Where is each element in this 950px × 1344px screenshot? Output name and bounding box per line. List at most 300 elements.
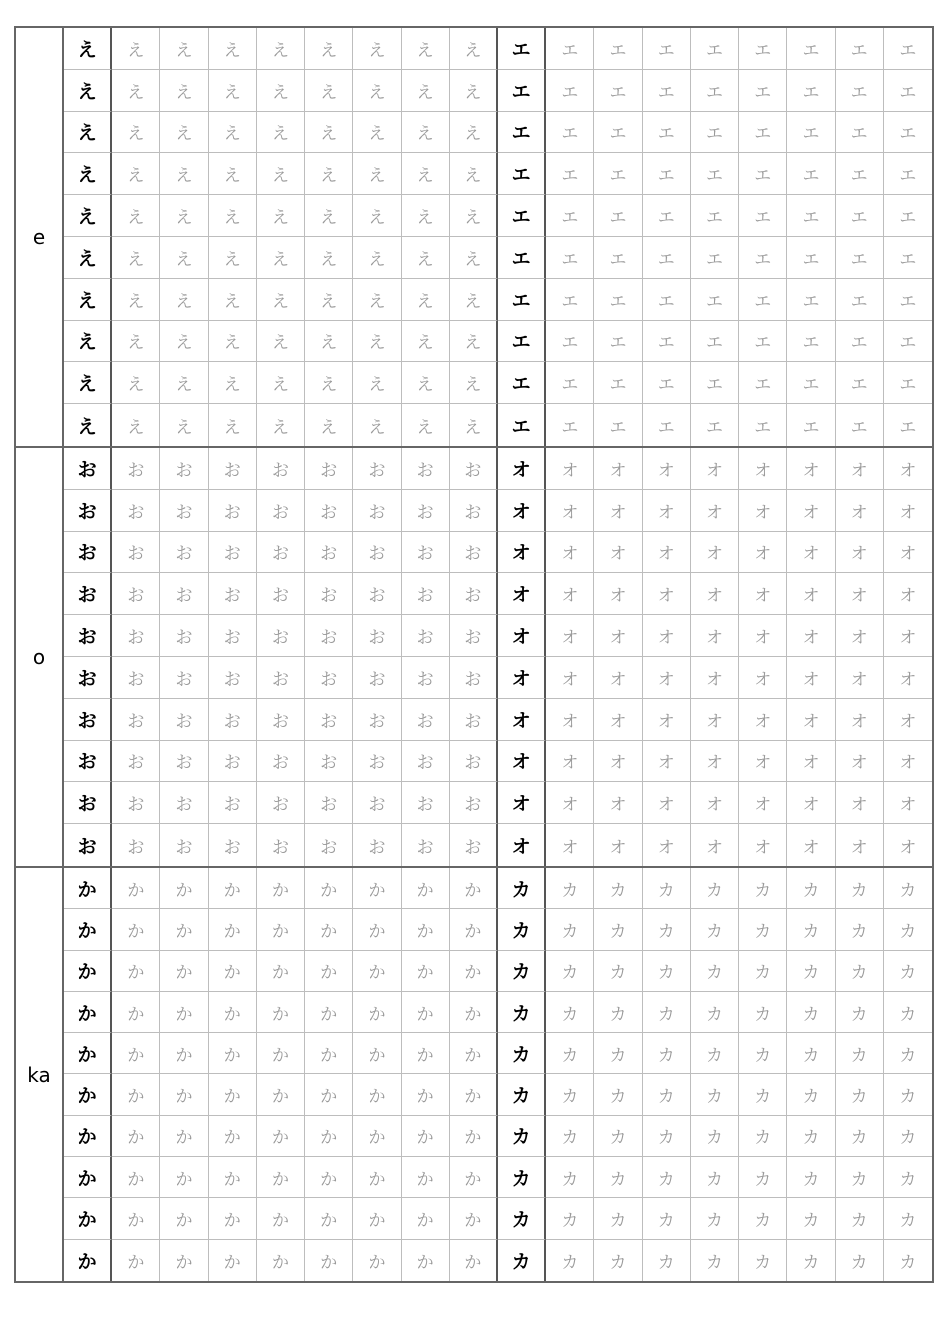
trace-hiragana-cell: え	[305, 70, 353, 112]
model-hiragana-cell: お	[64, 741, 112, 783]
model-hiragana-cell: お	[64, 657, 112, 699]
trace-hiragana-cell: か	[450, 1198, 498, 1239]
trace-katakana-cell: カ	[643, 1198, 691, 1239]
trace-katakana-cell: カ	[594, 1033, 642, 1074]
trace-katakana-cell: エ	[691, 279, 739, 321]
trace-hiragana-cell: お	[450, 824, 498, 866]
model-katakana-cell: オ	[498, 824, 546, 866]
trace-katakana-cell: エ	[836, 112, 884, 154]
trace-katakana-cell: カ	[787, 1116, 835, 1157]
trace-hiragana-cell: え	[209, 237, 257, 279]
trace-hiragana-cell: お	[112, 657, 160, 699]
trace-katakana-cell: エ	[594, 279, 642, 321]
trace-katakana-cell: エ	[884, 321, 932, 363]
model-hiragana-cell: お	[64, 782, 112, 824]
trace-katakana-cell: オ	[884, 532, 932, 574]
trace-hiragana-cell: か	[402, 1157, 450, 1198]
trace-hiragana-cell: お	[257, 782, 305, 824]
trace-katakana-cell: オ	[739, 699, 787, 741]
trace-katakana-cell: オ	[739, 824, 787, 866]
trace-hiragana-cell: お	[305, 699, 353, 741]
trace-hiragana-cell: え	[160, 279, 208, 321]
trace-katakana-cell: エ	[787, 28, 835, 70]
trace-katakana-cell: エ	[643, 153, 691, 195]
trace-hiragana-cell: お	[112, 532, 160, 574]
trace-katakana-cell: カ	[691, 992, 739, 1033]
trace-hiragana-cell: か	[209, 951, 257, 992]
trace-katakana-cell: カ	[594, 992, 642, 1033]
kana-section-ka	[16, 866, 932, 1281]
practice-grid	[64, 28, 932, 446]
trace-katakana-cell: オ	[643, 448, 691, 490]
trace-katakana-cell: カ	[546, 1198, 594, 1239]
trace-hiragana-cell: お	[257, 615, 305, 657]
trace-katakana-cell: オ	[691, 824, 739, 866]
trace-katakana-cell: エ	[787, 70, 835, 112]
trace-katakana-cell: エ	[787, 404, 835, 446]
trace-katakana-cell: オ	[643, 824, 691, 866]
trace-katakana-cell: オ	[787, 657, 835, 699]
trace-katakana-cell: カ	[739, 1157, 787, 1198]
trace-hiragana-cell: お	[402, 532, 450, 574]
model-hiragana-cell: お	[64, 573, 112, 615]
model-hiragana-cell: か	[64, 868, 112, 909]
trace-hiragana-cell: か	[402, 868, 450, 909]
trace-katakana-cell: カ	[884, 868, 932, 909]
trace-katakana-cell: オ	[899, 837, 917, 858]
trace-katakana-cell: カ	[546, 868, 594, 909]
trace-hiragana-cell: か	[160, 1240, 208, 1281]
trace-hiragana-cell: か	[305, 1074, 353, 1115]
trace-hiragana-cell: え	[112, 195, 160, 237]
trace-katakana-cell: エ	[884, 70, 932, 112]
trace-hiragana-cell: か	[402, 992, 450, 1033]
trace-katakana-cell: カ	[884, 992, 932, 1033]
trace-hiragana-cell: え	[209, 404, 257, 446]
trace-hiragana-cell: か	[450, 992, 498, 1033]
trace-hiragana-cell: え	[402, 153, 450, 195]
trace-hiragana-cell: お	[209, 532, 257, 574]
trace-hiragana-cell: か	[257, 951, 305, 992]
trace-hiragana-cell: か	[160, 909, 208, 950]
trace-hiragana-cell: か	[112, 1033, 160, 1074]
trace-katakana-cell: エ	[546, 321, 594, 363]
model-katakana-cell: オ	[498, 490, 546, 532]
trace-katakana-cell: オ	[836, 699, 884, 741]
trace-katakana-cell: カ	[594, 909, 642, 950]
trace-hiragana-cell: か	[450, 1240, 498, 1281]
trace-katakana-cell: エ	[594, 195, 642, 237]
trace-katakana-cell: カ	[836, 1157, 884, 1198]
trace-katakana-cell: オ	[594, 657, 642, 699]
trace-hiragana-cell: え	[160, 112, 208, 154]
trace-hiragana-cell: か	[305, 1116, 353, 1157]
trace-katakana-cell: カ	[594, 1074, 642, 1115]
trace-hiragana-cell: え	[257, 195, 305, 237]
model-katakana-cell: オ	[498, 448, 546, 490]
trace-katakana-cell: カ	[739, 1116, 787, 1157]
trace-katakana-cell: オ	[739, 448, 787, 490]
trace-katakana-cell: カ	[643, 1240, 691, 1281]
trace-hiragana-cell: え	[353, 321, 401, 363]
trace-hiragana-cell: え	[450, 279, 498, 321]
trace-hiragana-cell: か	[160, 1033, 208, 1074]
trace-hiragana-cell: か	[160, 1157, 208, 1198]
trace-katakana-cell: オ	[691, 741, 739, 783]
trace-hiragana-cell: お	[305, 824, 353, 866]
trace-katakana-cell: オ	[884, 448, 932, 490]
trace-hiragana-cell: か	[257, 1198, 305, 1239]
trace-katakana-cell: エ	[691, 28, 739, 70]
trace-katakana-cell: カ	[739, 1033, 787, 1074]
trace-katakana-cell: オ	[643, 741, 691, 783]
trace-hiragana-cell: え	[160, 70, 208, 112]
trace-katakana-cell: エ	[739, 321, 787, 363]
trace-katakana-cell: オ	[594, 448, 642, 490]
trace-hiragana-cell: え	[257, 70, 305, 112]
trace-katakana-cell: オ	[546, 657, 594, 699]
trace-hiragana-cell: え	[209, 362, 257, 404]
trace-hiragana-cell: お	[353, 699, 401, 741]
trace-hiragana-cell: お	[450, 699, 498, 741]
trace-katakana-cell: エ	[884, 195, 932, 237]
model-katakana-cell: カ	[498, 1074, 546, 1115]
trace-katakana-cell: オ	[739, 741, 787, 783]
trace-hiragana-cell: か	[353, 1074, 401, 1115]
trace-hiragana-cell: え	[450, 321, 498, 363]
trace-hiragana-cell: お	[450, 532, 498, 574]
trace-katakana-cell: エ	[739, 279, 787, 321]
trace-katakana-cell: カ	[836, 1033, 884, 1074]
trace-hiragana-cell: か	[450, 1074, 498, 1115]
trace-katakana-cell: オ	[643, 532, 691, 574]
trace-hiragana-cell: え	[257, 321, 305, 363]
model-hiragana-cell: お	[64, 532, 112, 574]
trace-hiragana-cell: え	[305, 404, 353, 446]
trace-hiragana-cell: お	[402, 824, 450, 866]
trace-hiragana-cell: お	[402, 699, 450, 741]
trace-katakana-cell: オ	[691, 573, 739, 615]
trace-hiragana-cell: え	[402, 195, 450, 237]
trace-hiragana-cell: か	[353, 1116, 401, 1157]
trace-katakana-cell: エ	[691, 321, 739, 363]
trace-hiragana-cell: え	[450, 362, 498, 404]
trace-katakana-cell: エ	[836, 237, 884, 279]
trace-katakana-cell: オ	[594, 699, 642, 741]
trace-hiragana-cell: お	[353, 573, 401, 615]
trace-katakana-cell: カ	[546, 992, 594, 1033]
trace-hiragana-cell: え	[257, 112, 305, 154]
trace-hiragana-cell: え	[353, 237, 401, 279]
trace-hiragana-cell: お	[402, 615, 450, 657]
trace-katakana-cell: エ	[546, 70, 594, 112]
model-katakana-cell: エ	[498, 321, 546, 363]
trace-katakana-cell: オ	[594, 490, 642, 532]
trace-katakana-cell: オ	[836, 657, 884, 699]
trace-hiragana-cell: か	[450, 909, 498, 950]
trace-hiragana-cell: え	[305, 153, 353, 195]
trace-katakana-cell: カ	[836, 868, 884, 909]
romaji-label: o	[16, 448, 64, 866]
model-katakana-cell: カ	[498, 1198, 546, 1239]
trace-hiragana-cell: か	[257, 909, 305, 950]
trace-katakana-cell: カ	[546, 1074, 594, 1115]
trace-katakana-cell: オ	[691, 782, 739, 824]
trace-katakana-cell: カ	[884, 1116, 932, 1157]
model-hiragana-cell: か	[64, 1198, 112, 1239]
trace-hiragana-cell: お	[305, 448, 353, 490]
trace-hiragana-cell: お	[353, 615, 401, 657]
trace-hiragana-cell: え	[257, 28, 305, 70]
trace-hiragana-cell: え	[450, 195, 498, 237]
trace-katakana-cell: エ	[594, 237, 642, 279]
trace-katakana-cell: カ	[787, 1033, 835, 1074]
trace-hiragana-cell: お	[450, 782, 498, 824]
trace-katakana-cell: オ	[787, 699, 835, 741]
trace-katakana-cell: オ	[643, 490, 691, 532]
trace-hiragana-cell: か	[402, 1033, 450, 1074]
trace-katakana-cell: オ	[884, 490, 932, 532]
trace-hiragana-cell: え	[353, 28, 401, 70]
model-hiragana-cell: え	[64, 153, 112, 195]
trace-katakana-cell: エ	[884, 153, 932, 195]
trace-hiragana-cell: お	[112, 699, 160, 741]
trace-hiragana-cell: え	[112, 153, 160, 195]
trace-katakana-cell: カ	[546, 909, 594, 950]
trace-katakana-cell: カ	[594, 1198, 642, 1239]
trace-katakana-cell: エ	[836, 279, 884, 321]
model-katakana-cell: カ	[498, 909, 546, 950]
model-katakana-cell: エ	[498, 237, 546, 279]
trace-hiragana-cell: か	[402, 1240, 450, 1281]
trace-katakana-cell: カ	[691, 1033, 739, 1074]
trace-hiragana-cell: か	[450, 868, 498, 909]
trace-katakana-cell: エ	[787, 321, 835, 363]
model-hiragana-cell: か	[64, 909, 112, 950]
trace-hiragana-cell: か	[353, 1240, 401, 1281]
trace-hiragana-cell: お	[257, 824, 305, 866]
trace-hiragana-cell: か	[353, 951, 401, 992]
trace-hiragana-cell: え	[209, 279, 257, 321]
trace-katakana-cell: エ	[594, 28, 642, 70]
trace-hiragana-cell: か	[209, 1033, 257, 1074]
trace-hiragana-cell: か	[450, 951, 498, 992]
trace-hiragana-cell: お	[257, 699, 305, 741]
trace-hiragana-cell: お	[402, 573, 450, 615]
model-hiragana-cell: か	[64, 1074, 112, 1115]
model-katakana-cell: オ	[498, 615, 546, 657]
trace-katakana-cell: エ	[691, 195, 739, 237]
trace-katakana-cell: カ	[594, 951, 642, 992]
trace-katakana-cell: エ	[836, 195, 884, 237]
trace-hiragana-cell: お	[305, 657, 353, 699]
trace-katakana-cell: オ	[643, 782, 691, 824]
trace-katakana-cell: オ	[691, 657, 739, 699]
trace-hiragana-cell: お	[209, 448, 257, 490]
trace-katakana-cell: エ	[546, 404, 594, 446]
trace-katakana-cell: オ	[787, 615, 835, 657]
trace-hiragana-cell: か	[160, 951, 208, 992]
trace-hiragana-cell: え	[450, 28, 498, 70]
trace-katakana-cell: オ	[546, 573, 594, 615]
trace-hiragana-cell: え	[402, 321, 450, 363]
trace-katakana-cell: オ	[691, 490, 739, 532]
trace-hiragana-cell: お	[160, 782, 208, 824]
trace-katakana-cell: オ	[884, 699, 932, 741]
trace-hiragana-cell: お	[257, 532, 305, 574]
trace-katakana-cell: エ	[594, 70, 642, 112]
trace-hiragana-cell: え	[209, 321, 257, 363]
trace-hiragana-cell: お	[112, 490, 160, 532]
trace-hiragana-cell: お	[209, 573, 257, 615]
trace-katakana-cell: オ	[546, 699, 594, 741]
trace-katakana-cell: エ	[884, 28, 932, 70]
trace-katakana-cell: エ	[691, 237, 739, 279]
trace-katakana-cell: エ	[836, 70, 884, 112]
trace-katakana-cell: カ	[691, 868, 739, 909]
model-hiragana-cell: お	[64, 448, 112, 490]
model-hiragana-cell: お	[64, 824, 112, 866]
trace-hiragana-cell: お	[160, 657, 208, 699]
trace-katakana-cell: オ	[836, 448, 884, 490]
trace-katakana-cell: オ	[643, 699, 691, 741]
trace-katakana-cell: エ	[594, 321, 642, 363]
trace-katakana-cell: カ	[739, 1074, 787, 1115]
trace-hiragana-cell: か	[257, 1116, 305, 1157]
trace-hiragana-cell: お	[402, 490, 450, 532]
trace-hiragana-cell: え	[112, 279, 160, 321]
trace-katakana-cell: エ	[739, 28, 787, 70]
trace-hiragana-cell: え	[402, 237, 450, 279]
trace-katakana-cell: エ	[643, 112, 691, 154]
trace-katakana-cell: カ	[594, 868, 642, 909]
trace-katakana-cell: オ	[594, 824, 642, 866]
model-hiragana-cell: か	[64, 951, 112, 992]
trace-hiragana-cell: え	[450, 237, 498, 279]
trace-hiragana-cell: か	[257, 1033, 305, 1074]
trace-hiragana-cell: か	[402, 1074, 450, 1115]
trace-hiragana-cell: お	[402, 782, 450, 824]
trace-hiragana-cell: え	[402, 362, 450, 404]
trace-katakana-cell: エ	[546, 28, 594, 70]
trace-hiragana-cell: か	[450, 1157, 498, 1198]
trace-hiragana-cell: か	[402, 1198, 450, 1239]
model-hiragana-cell: え	[64, 112, 112, 154]
trace-hiragana-cell: か	[305, 1157, 353, 1198]
trace-katakana-cell: オ	[787, 782, 835, 824]
trace-hiragana-cell: か	[112, 1198, 160, 1239]
trace-katakana-cell: カ	[594, 1240, 642, 1281]
trace-hiragana-cell: お	[112, 448, 160, 490]
model-hiragana-cell: え	[64, 28, 112, 70]
trace-hiragana-cell: か	[209, 1157, 257, 1198]
kana-section-e	[16, 28, 932, 446]
trace-hiragana-cell: え	[305, 362, 353, 404]
trace-katakana-cell: エ	[899, 417, 917, 438]
trace-hiragana-cell: え	[257, 404, 305, 446]
trace-katakana-cell: カ	[884, 1157, 932, 1198]
trace-hiragana-cell: お	[257, 573, 305, 615]
trace-hiragana-cell: か	[209, 1116, 257, 1157]
trace-hiragana-cell: お	[450, 573, 498, 615]
trace-katakana-cell: オ	[884, 657, 932, 699]
trace-katakana-cell: カ	[787, 1198, 835, 1239]
trace-hiragana-cell: お	[257, 490, 305, 532]
trace-hiragana-cell: か	[305, 1240, 353, 1281]
trace-katakana-cell: カ	[884, 1033, 932, 1074]
trace-katakana-cell: カ	[787, 1074, 835, 1115]
trace-hiragana-cell: お	[305, 532, 353, 574]
trace-katakana-cell: オ	[546, 532, 594, 574]
trace-katakana-cell: エ	[643, 321, 691, 363]
trace-katakana-cell: エ	[739, 195, 787, 237]
trace-hiragana-cell: か	[209, 909, 257, 950]
trace-hiragana-cell: お	[353, 448, 401, 490]
trace-hiragana-cell: え	[209, 112, 257, 154]
trace-katakana-cell: オ	[787, 448, 835, 490]
trace-hiragana-cell: か	[305, 868, 353, 909]
trace-katakana-cell: オ	[594, 532, 642, 574]
trace-katakana-cell: エ	[594, 362, 642, 404]
trace-katakana-cell: エ	[546, 153, 594, 195]
trace-katakana-cell: エ	[884, 362, 932, 404]
trace-katakana-cell: オ	[787, 741, 835, 783]
trace-katakana-cell: オ	[594, 573, 642, 615]
model-katakana-cell: エ	[498, 28, 546, 70]
trace-katakana-cell: オ	[884, 615, 932, 657]
trace-katakana-cell: エ	[787, 279, 835, 321]
trace-katakana-cell: オ	[787, 824, 835, 866]
trace-hiragana-cell: か	[112, 909, 160, 950]
model-hiragana-cell: か	[64, 1116, 112, 1157]
trace-katakana-cell: オ	[643, 657, 691, 699]
trace-hiragana-cell: お	[160, 699, 208, 741]
trace-hiragana-cell: か	[450, 1116, 498, 1157]
trace-katakana-cell: オ	[643, 615, 691, 657]
model-hiragana-cell: え	[64, 279, 112, 321]
trace-katakana-cell: エ	[546, 279, 594, 321]
trace-hiragana-cell: か	[353, 909, 401, 950]
model-katakana-cell: カ	[498, 1033, 546, 1074]
trace-hiragana-cell: え	[353, 112, 401, 154]
trace-hiragana-cell: か	[257, 868, 305, 909]
trace-hiragana-cell: お	[305, 490, 353, 532]
trace-katakana-cell: オ	[739, 782, 787, 824]
trace-katakana-cell: カ	[836, 951, 884, 992]
trace-katakana-cell: オ	[884, 741, 932, 783]
trace-hiragana-cell: え	[353, 70, 401, 112]
trace-hiragana-cell: お	[160, 615, 208, 657]
trace-katakana-cell: エ	[643, 404, 691, 446]
trace-katakana-cell: カ	[836, 1074, 884, 1115]
trace-katakana-cell: カ	[643, 1157, 691, 1198]
trace-hiragana-cell: か	[112, 951, 160, 992]
trace-katakana-cell: エ	[884, 279, 932, 321]
trace-hiragana-cell: か	[353, 1198, 401, 1239]
model-katakana-cell: エ	[498, 362, 546, 404]
model-hiragana-cell: え	[64, 404, 112, 446]
trace-hiragana-cell: え	[160, 28, 208, 70]
trace-hiragana-cell: お	[209, 782, 257, 824]
trace-katakana-cell: オ	[787, 490, 835, 532]
trace-katakana-cell: オ	[643, 573, 691, 615]
trace-hiragana-cell: お	[112, 824, 160, 866]
trace-katakana-cell: オ	[739, 573, 787, 615]
trace-hiragana-cell: え	[257, 279, 305, 321]
trace-katakana-cell: オ	[546, 741, 594, 783]
trace-katakana-cell: カ	[739, 868, 787, 909]
romaji-label: ka	[16, 868, 64, 1281]
